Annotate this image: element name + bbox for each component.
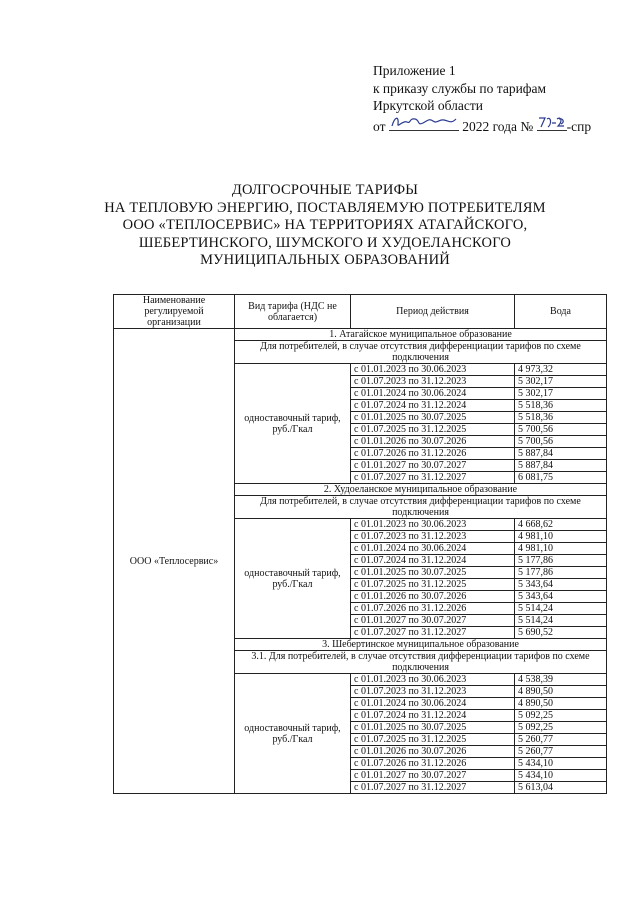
- water-value-cell: 4 973,32: [515, 364, 607, 376]
- period-cell: с 01.07.2024 по 31.12.2024: [351, 710, 515, 722]
- water-value-cell: 5 700,56: [515, 424, 607, 436]
- date-suffix: 2022 года №: [462, 119, 534, 134]
- water-value-cell: 5 302,17: [515, 388, 607, 400]
- period-cell: с 01.01.2023 по 30.06.2023: [351, 364, 515, 376]
- tariff-kind-cell: одноставочный тариф, руб./Гкал: [235, 674, 351, 794]
- water-value-cell: 5 434,10: [515, 770, 607, 782]
- water-value-cell: 5 887,84: [515, 460, 607, 472]
- table-body: [114, 329, 607, 794]
- water-value-cell: 6 081,75: [515, 472, 607, 484]
- appendix-line-3: Иркутской области: [373, 98, 484, 113]
- document-title: [100, 182, 550, 270]
- period-cell: с 01.07.2027 по 31.12.2027: [351, 472, 515, 484]
- water-value-cell: 4 890,50: [515, 698, 607, 710]
- order-date-line: [373, 114, 623, 136]
- water-value-cell: 5 613,04: [515, 782, 607, 794]
- number-suffix: -спр: [566, 119, 592, 134]
- water-value-cell: 5 302,17: [515, 376, 607, 388]
- period-cell: с 01.01.2024 по 30.06.2024: [351, 543, 515, 555]
- organization-cell: ООО «Теплосервис»: [114, 329, 235, 794]
- water-value-cell: 4 668,62: [515, 519, 607, 531]
- date-prefix: от: [373, 119, 386, 134]
- period-cell: с 01.01.2025 по 30.07.2025: [351, 722, 515, 734]
- title-line: ДОЛГОСРОЧНЫЕ ТАРИФЫ: [231, 182, 419, 198]
- group-title: Для потребителей, в случае отсутствия дифференциации тарифов по схеме подключения: [235, 496, 607, 519]
- table-header-row: [114, 295, 607, 329]
- water-value-cell: 5 177,86: [515, 555, 607, 567]
- water-value-cell: 5 514,24: [515, 615, 607, 627]
- section-title: 2. Худоеланское муниципальное образование: [235, 484, 607, 496]
- group-title: 3.1. Для потребителей, в случае отсутствия дифференциации тарифов по схеме подключения: [235, 651, 607, 674]
- period-cell: с 01.07.2026 по 31.12.2026: [351, 758, 515, 770]
- water-value-cell: 5 177,86: [515, 567, 607, 579]
- tariff-kind-cell: одноставочный тариф, руб./Гкал: [235, 519, 351, 639]
- water-value-cell: 4 890,50: [515, 686, 607, 698]
- water-value-cell: 5 092,25: [515, 710, 607, 722]
- water-value-cell: 5 518,36: [515, 400, 607, 412]
- water-value-cell: 5 700,56: [515, 436, 607, 448]
- period-cell: с 01.07.2027 по 31.12.2027: [351, 627, 515, 639]
- period-cell: с 01.07.2024 по 31.12.2024: [351, 555, 515, 567]
- water-value-cell: 5 343,64: [515, 579, 607, 591]
- appendix-header: [373, 62, 623, 115]
- header-water: Вода: [515, 295, 607, 329]
- period-cell: с 01.01.2026 по 30.07.2026: [351, 436, 515, 448]
- period-cell: с 01.07.2025 по 31.12.2025: [351, 734, 515, 746]
- section-row: [114, 329, 607, 341]
- period-cell: с 01.01.2026 по 30.07.2026: [351, 746, 515, 758]
- water-value-cell: 5 260,77: [515, 734, 607, 746]
- section-title: 3. Шебертинское муниципальное образование: [235, 639, 607, 651]
- period-cell: с 01.07.2025 по 31.12.2025: [351, 424, 515, 436]
- water-value-cell: 5 887,84: [515, 448, 607, 460]
- period-cell: с 01.07.2023 по 31.12.2023: [351, 531, 515, 543]
- water-value-cell: 5 343,64: [515, 591, 607, 603]
- handwritten-number: [537, 114, 567, 131]
- water-value-cell: 4 538,39: [515, 674, 607, 686]
- period-cell: с 01.01.2027 по 30.07.2027: [351, 615, 515, 627]
- period-cell: с 01.01.2024 по 30.06.2024: [351, 388, 515, 400]
- header-period: Период действия: [351, 295, 515, 329]
- title-line: ШЕБЕРТИНСКОГО, ШУМСКОГО И ХУДОЕЛАНСКОГО: [138, 234, 512, 251]
- period-cell: с 01.01.2025 по 30.07.2025: [351, 412, 515, 424]
- period-cell: с 01.07.2023 по 31.12.2023: [351, 686, 515, 698]
- water-value-cell: 5 260,77: [515, 746, 607, 758]
- appendix-line-1: Приложение 1: [373, 63, 456, 78]
- water-value-cell: 5 514,24: [515, 603, 607, 615]
- period-cell: с 01.01.2023 по 30.06.2023: [351, 519, 515, 531]
- period-cell: с 01.07.2026 по 31.12.2026: [351, 603, 515, 615]
- water-value-cell: 4 981,10: [515, 543, 607, 555]
- section-title: 1. Атагайское муниципальное образование: [235, 329, 607, 341]
- period-cell: с 01.01.2023 по 30.06.2023: [351, 674, 515, 686]
- period-cell: с 01.07.2027 по 31.12.2027: [351, 782, 515, 794]
- water-value-cell: 5 690,52: [515, 627, 607, 639]
- water-value-cell: 5 518,36: [515, 412, 607, 424]
- title-line: ООО «ТЕПЛОСЕРВИС» НА ТЕРРИТОРИЯХ АТАГАЙСКОГО,: [122, 217, 528, 233]
- header-tariff-kind: Вид тарифа (НДС не облагается): [235, 295, 351, 329]
- tariff-table: [113, 294, 607, 794]
- header-organization: Наименование регулируемой организации: [114, 295, 235, 329]
- handwritten-number-signature: [537, 114, 567, 130]
- period-cell: с 01.01.2025 по 30.07.2025: [351, 567, 515, 579]
- period-cell: с 01.07.2023 по 31.12.2023: [351, 376, 515, 388]
- handwritten-date: [389, 114, 459, 131]
- period-cell: с 01.01.2024 по 30.06.2024: [351, 698, 515, 710]
- period-cell: с 01.01.2026 по 30.07.2026: [351, 591, 515, 603]
- title-line: НА ТЕПЛОВУЮ ЭНЕРГИЮ, ПОСТАВЛЯЕМУЮ ПОТРЕБИТЕЛЯМ: [104, 199, 546, 216]
- appendix-line-2: к приказу службы по тарифам: [373, 80, 547, 96]
- period-cell: с 01.07.2024 по 31.12.2024: [351, 400, 515, 412]
- period-cell: с 01.01.2027 по 30.07.2027: [351, 460, 515, 472]
- period-cell: с 01.07.2026 по 31.12.2026: [351, 448, 515, 460]
- title-line: МУНИЦИПАЛЬНЫХ ОБРАЗОВАНИЙ: [200, 252, 450, 268]
- water-value-cell: 5 434,10: [515, 758, 607, 770]
- tariff-kind-cell: одноставочный тариф, руб./Гкал: [235, 364, 351, 484]
- group-title: Для потребителей, в случае отсутствия дифференциации тарифов по схеме подключения: [235, 341, 607, 364]
- water-value-cell: 5 092,25: [515, 722, 607, 734]
- handwritten-date-signature: [389, 114, 459, 130]
- water-value-cell: 4 981,10: [515, 531, 607, 543]
- period-cell: с 01.01.2027 по 30.07.2027: [351, 770, 515, 782]
- period-cell: с 01.07.2025 по 31.12.2025: [351, 579, 515, 591]
